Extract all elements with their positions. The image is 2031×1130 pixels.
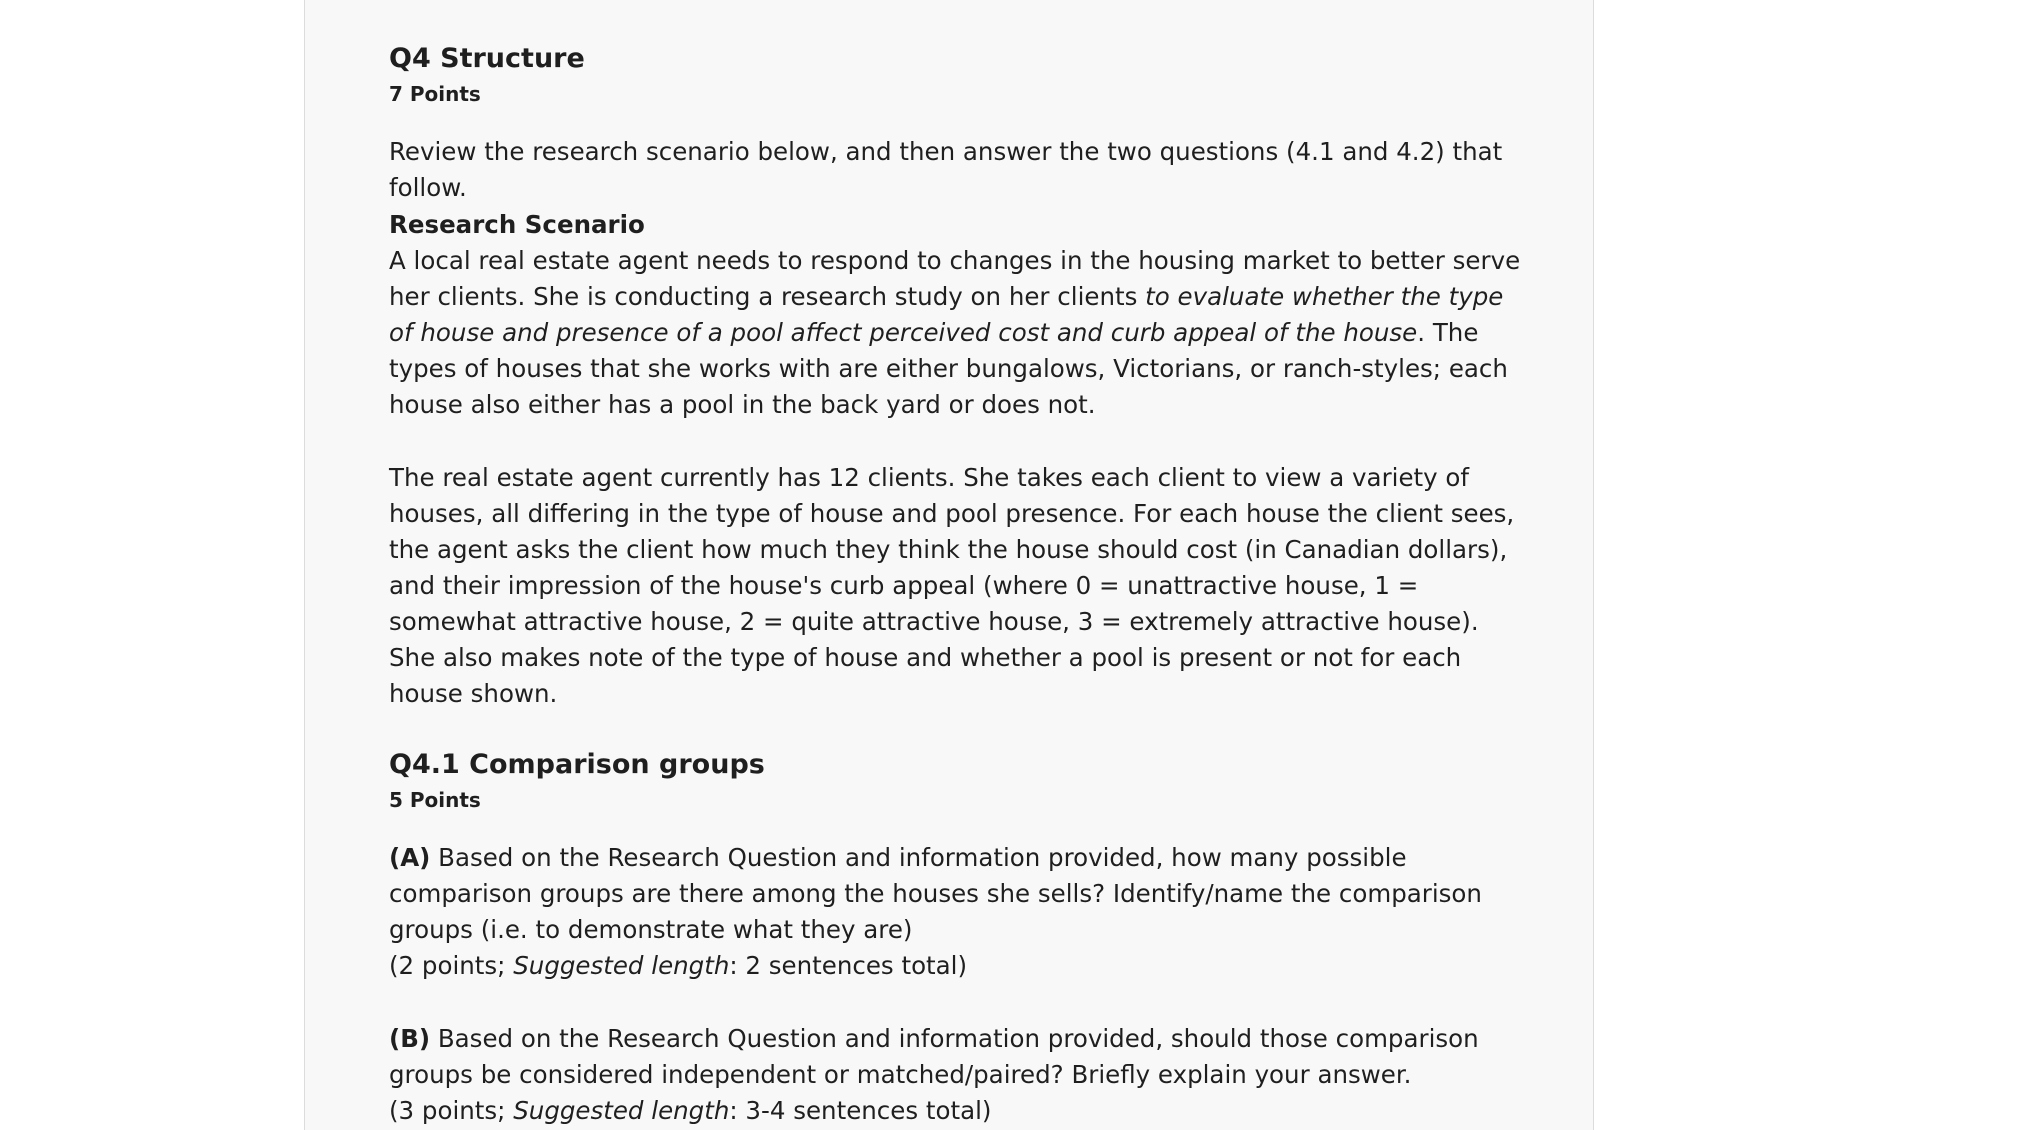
scenario-paragraph-1 <box>389 243 1524 423</box>
part-a-note-pre: (2 points; <box>389 951 514 980</box>
scenario-heading: Research Scenario <box>389 210 645 239</box>
q4-title: Q4 Structure <box>389 43 585 74</box>
q41-points: 5 Points <box>389 788 481 813</box>
q41-part-b <box>389 1021 1524 1093</box>
q41-part-a <box>389 840 1524 948</box>
part-b-note-pre: (3 points; <box>389 1096 514 1125</box>
part-b-label: (B) <box>389 1024 431 1053</box>
scenario-p1-text-b: . The types of houses that she works with are either bungalows, Victorians, or ranch-styles; each house also either has a pool in the back yard or does not. <box>389 318 1508 419</box>
question-panel <box>304 0 1594 1130</box>
q4-points: 7 Points <box>389 82 481 107</box>
q41-part-b-note <box>389 1093 1524 1129</box>
q4-header <box>389 43 1524 107</box>
q41-title: Q4.1 Comparison groups <box>389 749 765 780</box>
part-a-label: (A) <box>389 843 431 872</box>
research-question-italic: to evaluate whether the type of house and presence of a pool affect perceived cost and curb appeal of the house <box>389 282 1504 347</box>
part-a-text: Based on the Research Question and information provided, how many possible comparison groups are there among the houses she sells? Identify/name the comparison groups (i.e. to demonstrate what they are) <box>389 843 1482 944</box>
part-b-text: Based on the Research Question and information provided, should those comparison groups be considered independent or matched/paired? Briefly explain your answer. <box>389 1024 1479 1089</box>
q4-intro: Review the research scenario below, and then answer the two questions (4.1 and 4.2) that follow. <box>389 137 1503 202</box>
q41-part-a-note <box>389 948 1524 984</box>
part-b-note-post: : 3-4 sentences total) <box>729 1096 992 1125</box>
q41-header <box>389 749 1524 813</box>
part-a-note-post: : 2 sentences total) <box>729 951 968 980</box>
scenario-p1-text-a: A local real estate agent needs to respond to changes in the housing market to better serve her clients. She is conducting a research study on her clients <box>389 246 1521 311</box>
part-a-note-italic: Suggested length <box>513 951 730 980</box>
scenario-paragraph-2: The real estate agent currently has 12 clients. She takes each client to view a variety of houses, all differing in the type of house and pool presence. For each house the client sees, the agent asks the client how much they think the house should cost (in Canadian dollars), and their impression of the house's curb appeal (where 0 = unattractive house, 1 = somewhat attractive house, 2 = quite attractive house, 3 = extremely attractive house). She also makes note of the type of house and whether a pool is present or not for each house shown. <box>389 463 1515 708</box>
part-b-note-italic: Suggested length <box>513 1096 730 1125</box>
